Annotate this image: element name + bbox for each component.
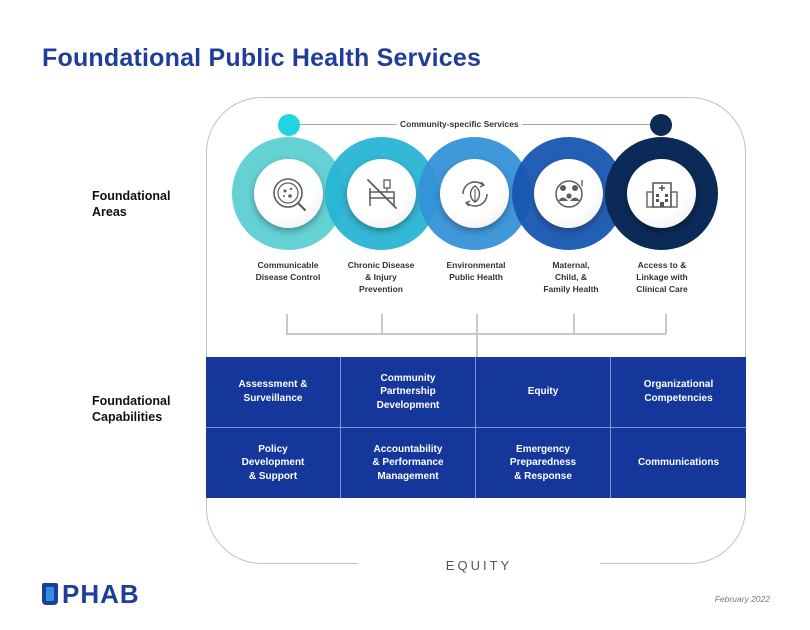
capability-line: Preparedness xyxy=(509,457,577,468)
bracket-tick xyxy=(665,314,667,334)
capability-line: Equity xyxy=(527,386,559,397)
area-icon-holder xyxy=(254,159,323,228)
area-label-line: Maternal, xyxy=(552,260,590,270)
area-icon-holder xyxy=(347,159,416,228)
capability-line: Partnership xyxy=(380,386,436,397)
bracket-tick xyxy=(381,314,383,334)
area-label-line: Environmental xyxy=(446,260,506,270)
hospital-icon xyxy=(642,174,682,214)
area-icon-holder xyxy=(627,159,696,228)
capability-line: Emergency xyxy=(516,443,570,455)
capability-line: Development xyxy=(376,399,440,411)
capabilities-grid xyxy=(206,357,746,498)
capability-line: Organizational xyxy=(643,379,714,391)
bracket-stem xyxy=(476,314,478,357)
page-title: Foundational Public Health Services xyxy=(42,44,482,72)
area-label xyxy=(333,259,429,295)
bracket-tick xyxy=(286,314,288,334)
phab-logo-text: PHAB xyxy=(62,579,140,609)
community-services-label: Community-specific Services xyxy=(397,118,522,130)
area-icon-holder xyxy=(534,159,603,228)
area-clinical-care xyxy=(605,137,718,250)
area-label-line: Chronic Disease xyxy=(347,260,415,270)
leaf-cycle-icon xyxy=(455,174,495,214)
area-label-line: Linkage with xyxy=(636,272,688,282)
capability-line: Community xyxy=(380,372,436,384)
capability-line: & Response xyxy=(514,470,572,482)
area-label xyxy=(240,259,336,283)
capability-cell xyxy=(476,428,611,499)
date-label: February 2022 xyxy=(714,594,770,604)
area-label-line: & Injury xyxy=(365,272,397,282)
area-label-line: Public Health xyxy=(449,272,503,282)
area-label-line: Communicable xyxy=(257,260,319,270)
area-label-line: Child, & xyxy=(554,272,588,282)
areas-label-line: Areas xyxy=(92,205,127,219)
capability-cell xyxy=(206,357,341,428)
capability-line: & Performance xyxy=(372,457,444,468)
area-label-line: Family Health xyxy=(543,284,599,294)
phab-logo-mark xyxy=(42,583,58,605)
area-label-line: Access to & xyxy=(637,260,687,270)
capabilities-label-line: Foundational xyxy=(92,394,171,408)
capabilities-label-line: Capabilities xyxy=(92,410,163,424)
areas-label-line: Foundational xyxy=(92,189,171,203)
capability-line: Surveillance xyxy=(243,392,303,404)
area-label-line: Disease Control xyxy=(255,272,321,282)
capability-line: Policy xyxy=(258,443,288,455)
area-label xyxy=(523,259,619,295)
community-dot-end xyxy=(650,114,672,136)
area-label-line: Clinical Care xyxy=(636,284,688,294)
family-stethoscope-icon xyxy=(549,174,589,214)
bracket-tick xyxy=(573,314,575,334)
capability-cell xyxy=(611,428,746,499)
capability-cell xyxy=(341,428,476,499)
area-label xyxy=(428,259,524,283)
capability-line: & Support xyxy=(248,470,298,482)
no-hospital-bed-icon xyxy=(362,174,402,214)
capability-cell xyxy=(476,357,611,428)
community-dot-start xyxy=(278,114,300,136)
foundational-areas-label xyxy=(92,188,170,220)
capability-line: Management xyxy=(377,470,439,482)
capability-line: Assessment & xyxy=(238,379,308,391)
area-icon-holder xyxy=(440,159,509,228)
petri-dish-icon xyxy=(269,174,309,214)
area-label-line: Prevention xyxy=(359,284,403,294)
capability-line: Communications xyxy=(637,457,720,468)
capability-cell xyxy=(341,357,476,428)
area-label xyxy=(614,259,710,295)
capability-line: Development xyxy=(241,457,305,468)
capability-line: Accountability xyxy=(373,443,443,455)
capability-cell xyxy=(206,428,341,499)
capability-cell xyxy=(611,357,746,428)
capability-line: Competencies xyxy=(644,392,713,404)
equity-label: EQUITY xyxy=(358,556,600,576)
foundational-capabilities-label xyxy=(92,393,170,425)
